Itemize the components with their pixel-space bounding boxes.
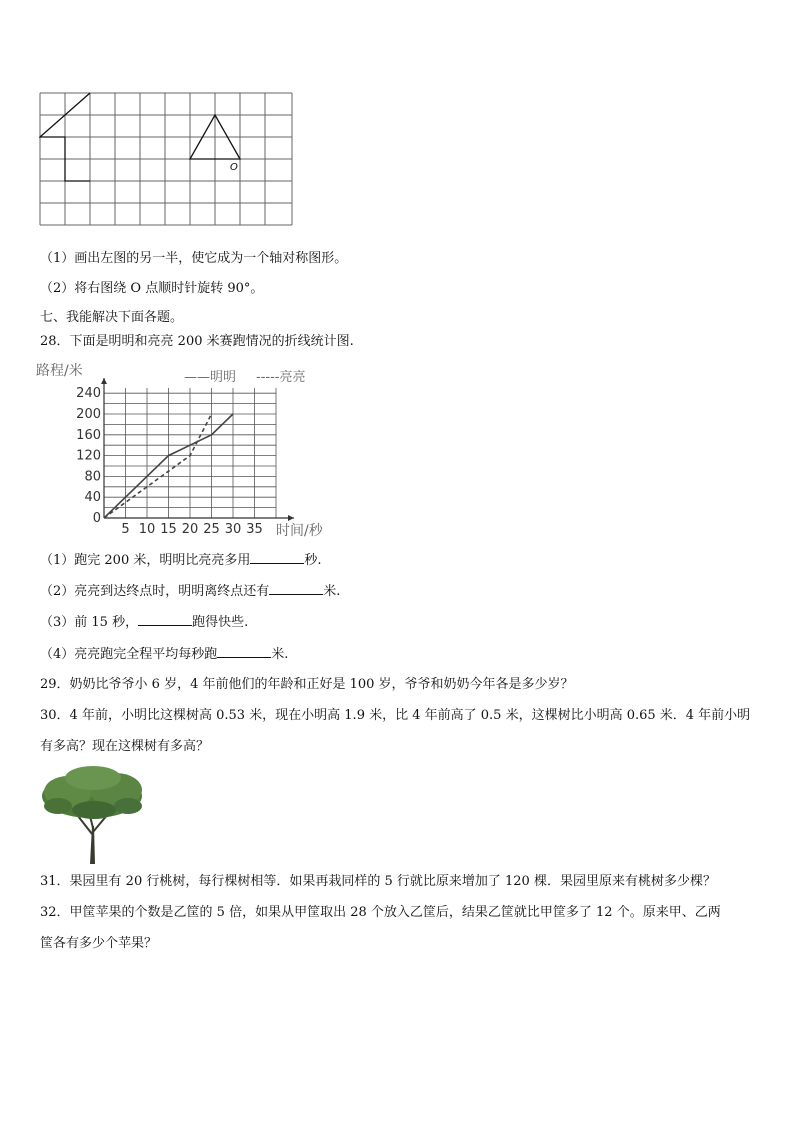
answer-blank[interactable] bbox=[217, 645, 271, 658]
tree-image bbox=[38, 764, 146, 866]
q28-part2-text: （2）亮亮到达终点时，明明离终点还有 bbox=[40, 584, 270, 599]
y-tick-label: 120 bbox=[76, 448, 101, 464]
q28-part3-text: （3）前 15 秒， bbox=[40, 615, 139, 630]
x-tick-label: 30 bbox=[224, 522, 242, 537]
q28-part1-text: （1）跑完 200 米，明明比亮亮多用 bbox=[40, 553, 251, 568]
q28-stem: 28．下面是明明和亮亮 200 米赛跑情况的折线统计图. bbox=[40, 334, 354, 349]
q31-text: 31．果园里有 20 行桃树，每行棵树相等．如果再栽同样的 5 行就比原来增加了 120 棵．果园里原来有桃树多少棵？ bbox=[40, 874, 716, 889]
y-axis-label: 路程/米 bbox=[36, 363, 83, 379]
x-tick-label: 10 bbox=[138, 522, 156, 537]
q28-part2 bbox=[40, 582, 340, 601]
section-seven-heading: 七、我能解决下面各题。 bbox=[40, 310, 184, 325]
q-draw-part2: （2）将右图绕 O 点顺时针旋转 90°。 bbox=[40, 281, 264, 296]
x-tick-label: 5 bbox=[121, 522, 130, 537]
y-tick-label: 40 bbox=[84, 490, 101, 506]
legend-liangliang: -----亮亮 bbox=[256, 370, 306, 385]
race-line-chart bbox=[34, 360, 344, 540]
q28-part4 bbox=[40, 645, 288, 664]
answer-blank[interactable] bbox=[138, 613, 192, 626]
x-axis-arrow bbox=[288, 515, 294, 521]
q-draw-part1: （1）画出左图的另一半，使它成为一个轴对称图形。 bbox=[40, 251, 348, 266]
y-tick-label: 0 bbox=[92, 511, 101, 526]
x-tick-label: 20 bbox=[181, 522, 199, 537]
y-axis-arrow bbox=[101, 378, 107, 384]
q28-part4-text: （4）亮亮跑完全程平均每秒跑 bbox=[40, 647, 218, 662]
point-o-label: O bbox=[230, 162, 238, 173]
y-tick-label: 80 bbox=[84, 469, 101, 485]
y-tick-label: 240 bbox=[76, 386, 101, 402]
x-axis-label: 时间/秒 bbox=[276, 523, 323, 539]
y-tick-label: 160 bbox=[76, 427, 101, 443]
q32-line2: 筐各有多少个苹果？ bbox=[40, 936, 158, 951]
q28-part3 bbox=[40, 613, 248, 632]
q28-part4-unit: 米. bbox=[271, 647, 289, 662]
q28-part2-unit: 米. bbox=[323, 584, 341, 599]
x-tick-label: 15 bbox=[160, 522, 177, 537]
answer-blank[interactable] bbox=[250, 551, 304, 564]
x-tick-label: 35 bbox=[246, 522, 263, 537]
q28-part1 bbox=[40, 551, 322, 570]
y-tick-label: 200 bbox=[76, 407, 101, 422]
grid-figure bbox=[39, 92, 295, 228]
answer-blank[interactable] bbox=[269, 582, 323, 595]
q32-line1: 32．甲筐苹果的个数是乙筐的 5 倍，如果从甲筐取出 28 个放入乙筐后，结果乙筐就比甲筐多了 12 个。原来甲、乙两 bbox=[40, 905, 721, 920]
q30-line2: 有多高？现在这棵树有多高？ bbox=[40, 739, 210, 754]
q28-part3-tail: 跑得快些. bbox=[192, 615, 249, 630]
q28-part1-unit: 秒. bbox=[304, 553, 322, 568]
q30-line1: 30．4 年前，小明比这棵树高 0.53 米，现在小明高 1.9 米，比 4 年前高了 0.5 米，这棵树比小明高 0.65 米．4 年前小明 bbox=[40, 708, 751, 723]
x-tick-label: 25 bbox=[203, 522, 220, 537]
legend-mingming: ——明明 bbox=[184, 370, 237, 385]
q29-text: 29．奶奶比爷爷小 6 岁，4 年前他们的年龄和正好是 100 岁，爷爷和奶奶今年各是多少岁？ bbox=[40, 677, 574, 692]
